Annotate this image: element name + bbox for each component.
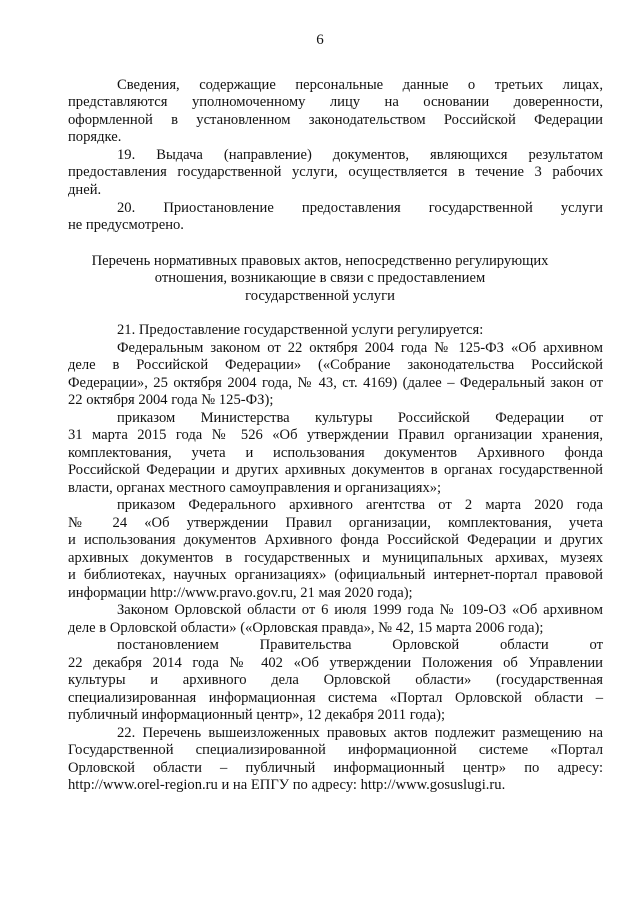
text-line: Федерации», 25 октября 2004 года, № 43, ст. 4169) (далее – Федеральный закон от — [68, 375, 603, 391]
text-line: и библиотеках, научных организациях» (официальный интернет-портал правовой — [68, 567, 603, 583]
section-heading: Перечень нормативных правовых актов, непосредственно регулирующих — [91, 253, 549, 269]
text-line: Орловской области – публичный информационный центр» по адресу: — [68, 760, 603, 776]
text-line: специализированная информационная система «Портал Орловской области – — [68, 690, 603, 706]
text-line: деле в Орловской области» («Орловская правда», № 42, 15 марта 2006 года); — [68, 620, 544, 636]
text-line: 22 декабря 2014 года № 402 «Об утверждении Положения об Управлении — [68, 655, 603, 671]
page-number: 6 — [316, 32, 324, 48]
text-line: приказом Федерального архивного агентства от 2 марта 2020 года — [117, 497, 603, 513]
text-line: архивных документов в государственных и муниципальных архивах, музеях — [68, 550, 603, 566]
text-line: № 24 «Об утверждении Правил организации, комплектования, учета — [68, 515, 603, 531]
text-line: Государственной специализированной информационной системе «Портал — [68, 742, 603, 758]
text-line: приказом Министерства культуры Российской Федерации от — [117, 410, 603, 426]
text-line: 20. Приостановление предоставления государственной услуги — [117, 200, 603, 216]
text-line: 22 октября 2004 года № 125-ФЗ); — [68, 392, 274, 408]
text-line: представляются уполномоченному лицу на основании доверенности, — [68, 94, 603, 110]
section-heading: отношения, возникающие в связи с предоставлением — [154, 270, 486, 286]
text-line: 22. Перечень вышеизложенных правовых актов подлежит размещению на — [117, 725, 603, 741]
text-line: деле в Российской Федерации» («Собрание законодательства Российской — [68, 357, 603, 373]
text-line: оформленной в установленном законодательством Российской Федерации — [68, 112, 603, 128]
text-line: дней. — [68, 182, 102, 198]
text-line: предоставления государственной услуги, осуществляется в течение 3 рабочих — [68, 164, 603, 180]
text-line: Законом Орловской области от 6 июля 1999 года № 109-ОЗ «Об архивном — [117, 602, 603, 618]
text-line: 21. Предоставление государственной услуги регулируется: — [117, 322, 484, 338]
text-line: информации http://www.pravo.gov.ru, 21 мая 2020 года); — [68, 585, 413, 601]
text-line: власти, органах местного самоуправления и организациях»; — [68, 480, 442, 496]
text-line: Федеральным законом от 22 октября 2004 года № 125-ФЗ «Об архивном — [117, 340, 603, 356]
text-line: публичный информационный центр», 12 декабря 2011 года); — [68, 707, 446, 723]
text-line: 31 марта 2015 года № 526 «Об утверждении Правил организации хранения, — [68, 427, 603, 443]
text-line: культуры и архивного дела Орловской области» (государственная — [68, 672, 603, 688]
text-line: Российской Федерации и других архивных документов в органах государственной — [68, 462, 603, 478]
text-line: Сведения, содержащие персональные данные о третьих лицах, — [117, 77, 603, 93]
text-line: комплектования, учета и использования документов Архивного фонда — [68, 445, 603, 461]
text-line: постановлением Правительства Орловской области от — [117, 637, 603, 653]
text-line: 19. Выдача (направление) документов, являющихся результатом — [117, 147, 603, 163]
section-heading: государственной услуги — [245, 288, 395, 304]
text-line: и использования документов Архивного фонда Российской Федерации и других — [68, 532, 603, 548]
text-line: http://www.orel-region.ru и на ЕПГУ по адресу: http://www.gosuslugi.ru. — [68, 777, 506, 793]
text-line: не предусмотрено. — [68, 217, 184, 233]
text-line: порядке. — [68, 129, 122, 145]
